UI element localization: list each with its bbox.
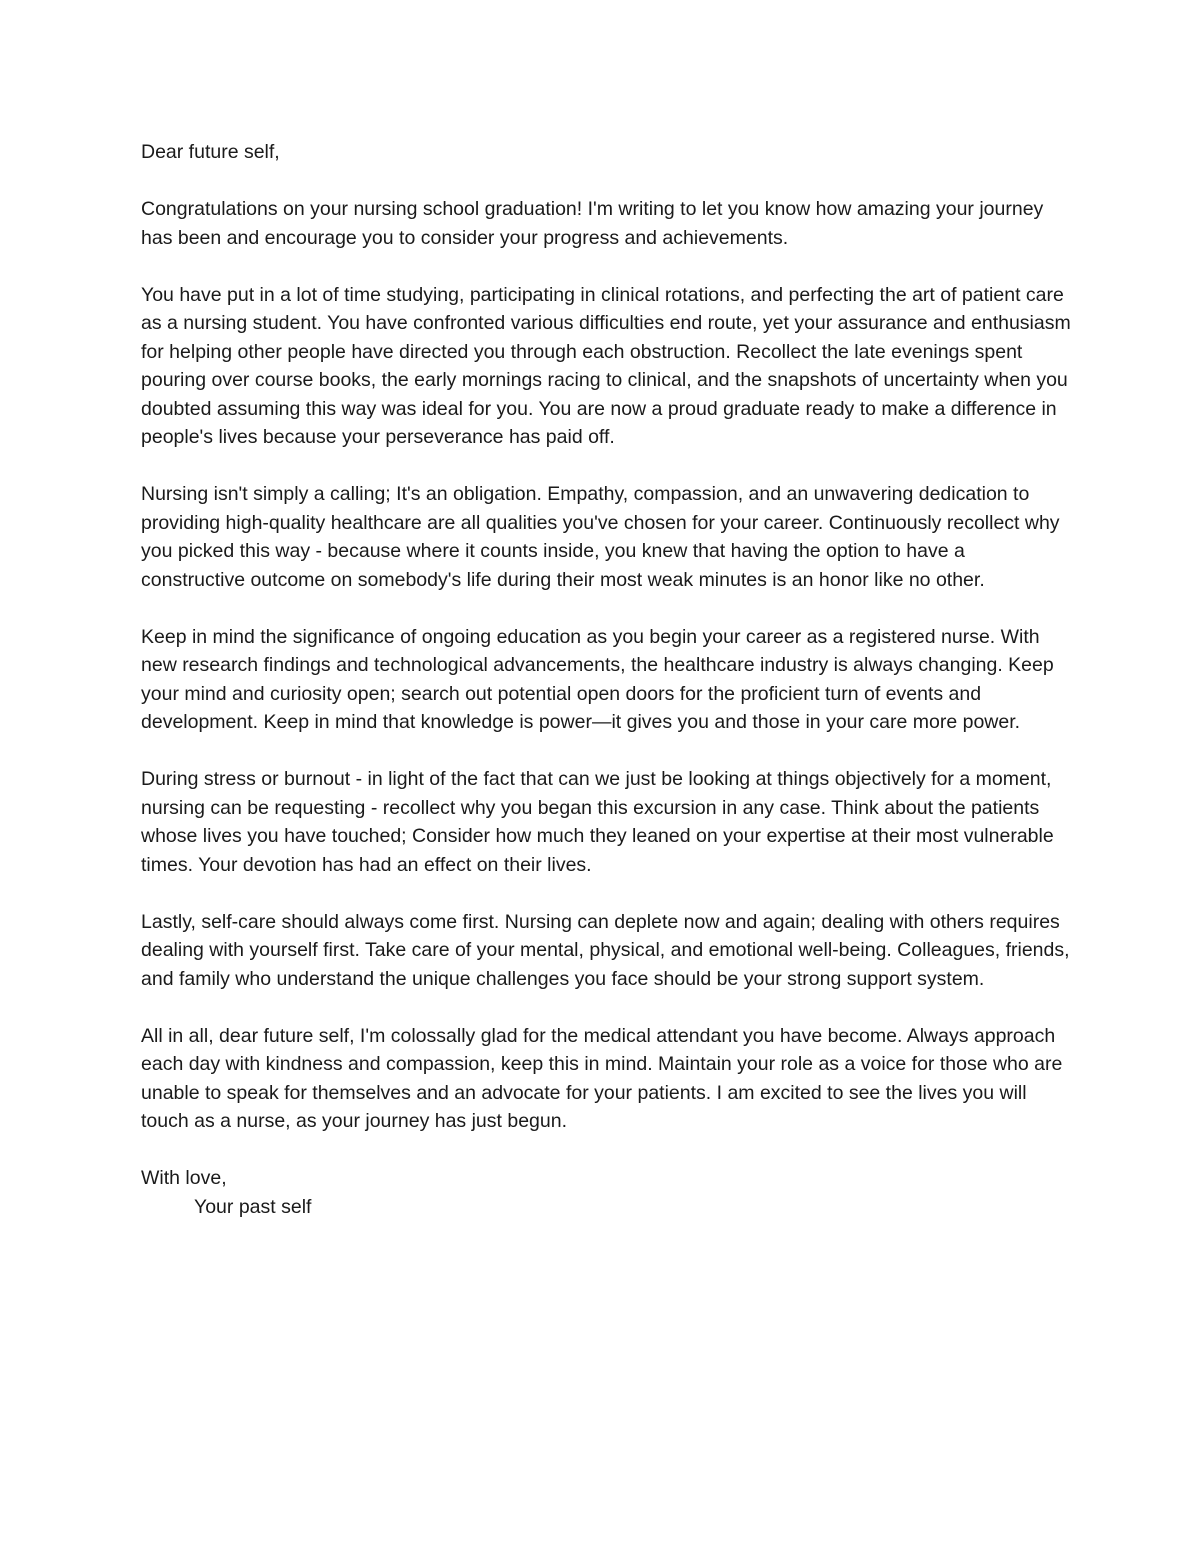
closing: With love, xyxy=(141,1167,227,1189)
paragraph-congratulations: Congratulations on your nursing school graduation! I'm writing to let you know how amazing your journey has been and encourage you to consider your progress and achievements. xyxy=(141,198,1044,249)
paragraph-calling: Nursing isn't simply a calling; It's an obligation. Empathy, compassion, and an unwavering dedication to providing high-quality healthcare are all qualities you've chosen for your career. Continuously recollect why you picked this way - because where it counts inside, you knew that having the option to have a constructive outcome on somebody's life during their most weak minutes is an honor like no other. xyxy=(141,483,1060,591)
paragraph-education: Keep in mind the significance of ongoing education as you begin your career as a registered nurse. With new research findings and technological advancements, the healthcare industry is always changing. Keep your mind and curiosity open; search out potential open doors for the proficient turn of events and development. Keep in mind that knowledge is power—it gives you and those in your care more power. xyxy=(141,625,1054,733)
letter-page xyxy=(141,138,1071,1221)
signature: Your past self xyxy=(194,1195,312,1218)
salutation: Dear future self, xyxy=(141,141,280,163)
paragraph-conclusion: All in all, dear future self, I'm colossally glad for the medical attendant you have become. Always approach each day with kindness and compassion, keep this in mind. Maintain your role as a voice for those who are unable to speak for themselves and an advocate for your patients. I am excited to see the lives you will touch as a nurse, as your journey has just begun. xyxy=(141,1024,1063,1132)
paragraph-self-care: Lastly, self-care should always come first. Nursing can deplete now and again; dealing with others requires dealing with yourself first. Take care of your mental, physical, and emotional well-being. Colleagues, friends, and family who understand the unique challenges you face should be your strong support system. xyxy=(141,910,1070,990)
paragraph-effort: You have put in a lot of time studying, participating in clinical rotations, and perfecting the art of patient care as a nursing student. You have confronted various difficulties end route, yet your assurance and enthusiasm for helping other people have directed you through each obstruction. Recollect the late evenings spent pouring over course books, the early mornings racing to clinical, and the snapshots of uncertainty when you doubted assuming this way was ideal for you. You are now a proud graduate ready to make a difference in people's lives because your perseverance has paid off. xyxy=(141,283,1071,448)
paragraph-burnout: During stress or burnout - in light of the fact that can we just be looking at things objectively for a moment, nursing can be requesting - recollect why you began this excursion in any case. Think about the patients whose lives you have touched; Consider how much they leaned on your expertise at their most vulnerable times. Your devotion has had an effect on their lives. xyxy=(141,768,1054,876)
